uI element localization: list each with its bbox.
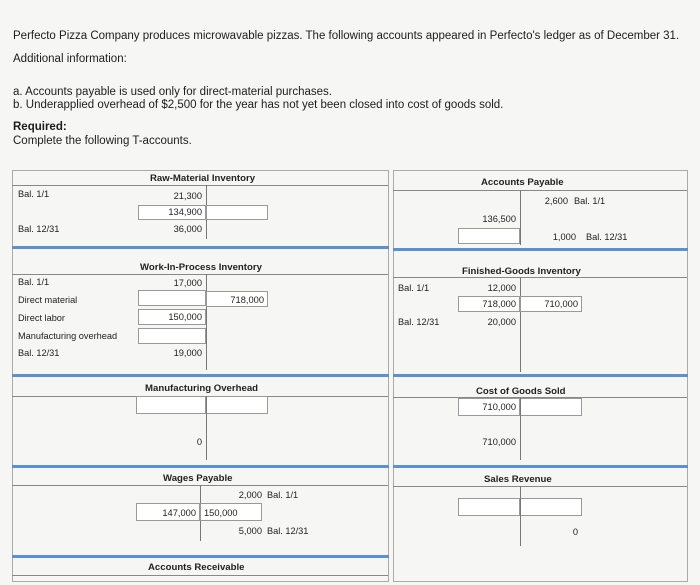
fg-bal-12-31-label: Bal. 12/31	[398, 317, 440, 327]
wip-t-divider	[206, 274, 207, 370]
mo-balance[interactable]: 0	[196, 437, 202, 447]
additional-info-heading: Additional information:	[13, 53, 127, 65]
wages-beginning-balance[interactable]: 2,000	[238, 490, 262, 500]
accounts-payable-title: Accounts Payable	[481, 177, 564, 188]
instruction: Complete the following T-accounts.	[13, 135, 192, 147]
ap-beginning-balance[interactable]: 2,600	[544, 196, 568, 206]
wages-bal-12-31-label: Bal. 12/31	[267, 526, 309, 536]
wip-title: Work-In-Process Inventory	[140, 262, 262, 273]
section-divider	[12, 246, 389, 249]
raw-t-line	[12, 185, 388, 186]
wip-beginning-balance[interactable]: 17,000	[173, 278, 202, 288]
sales-debit-input[interactable]	[458, 498, 520, 516]
cogs-balance[interactable]: 710,000	[482, 437, 516, 447]
fg-ending-balance[interactable]: 20,000	[487, 317, 516, 327]
raw-bal-1-1-label: Bal. 1/1	[18, 189, 50, 199]
section-divider-2	[12, 374, 389, 377]
sales-title: Sales Revenue	[484, 474, 552, 485]
sales-t-line	[393, 486, 687, 487]
fg-beginning-balance[interactable]: 12,000	[487, 283, 516, 293]
required-heading: Required:	[13, 121, 67, 133]
section-divider-right-3	[393, 465, 688, 468]
mo-credit-input[interactable]	[206, 396, 268, 414]
sales-t-divider	[520, 486, 521, 546]
fg-t-divider	[520, 277, 521, 372]
mo-debit-input[interactable]	[136, 396, 206, 414]
wages-credit-value: 150,000	[204, 508, 238, 518]
section-divider-3	[12, 465, 389, 468]
wip-direct-material-input[interactable]	[138, 290, 206, 306]
cogs-t-divider	[520, 398, 521, 460]
mo-t-divider	[206, 396, 207, 460]
mo-title: Manufacturing Overhead	[145, 383, 259, 394]
fg-credit-value: 710,000	[544, 299, 578, 309]
ap-bal-1-1-label: Bal. 1/1	[574, 196, 606, 206]
section-divider-right	[393, 248, 688, 251]
cogs-debit-value: 710,000	[482, 402, 516, 412]
wip-t-line	[12, 274, 388, 275]
wages-title: Wages Payable	[163, 473, 233, 484]
wages-ending-balance[interactable]: 5,000	[238, 526, 262, 536]
cogs-credit-input[interactable]	[520, 398, 582, 416]
wip-label-bal-12-31: Bal. 12/31	[18, 348, 60, 358]
wip-label-direct-labor: Direct labor	[18, 313, 65, 323]
ap-ending-balance[interactable]: 1,000	[552, 232, 576, 242]
wip-label-overhead: Manufacturing overhead	[18, 331, 118, 341]
fg-bal-1-1-label: Bal. 1/1	[398, 283, 430, 293]
ap-t-divider	[520, 190, 521, 245]
ar-t-line	[12, 575, 388, 576]
section-divider-right-2	[393, 374, 688, 377]
raw-bal-12-31-label: Bal. 12/31	[18, 224, 60, 234]
wip-label-direct-material: Direct material	[18, 295, 78, 305]
wip-direct-labor-value: 150,000	[168, 312, 202, 322]
note-a: a. Accounts payable is used only for direct-material purchases.	[13, 86, 332, 98]
fg-cogm-value: 718,000	[482, 299, 516, 309]
ap-payments-value[interactable]: 136,500	[482, 214, 516, 224]
wip-ending-balance[interactable]: 19,000	[173, 348, 202, 358]
ar-title: Accounts Receivable	[148, 562, 245, 573]
raw-beginning-balance[interactable]: 21,300	[173, 191, 202, 201]
wip-credit-value: 718,000	[230, 295, 264, 305]
fg-t-line	[393, 277, 687, 278]
note-b: b. Underapplied overhead of $2,500 for the year has not yet been closed into cost of goods sold.	[13, 99, 504, 111]
wages-debit-value: 147,000	[162, 508, 196, 518]
ap-t-line	[393, 190, 687, 191]
ap-debit-input[interactable]	[458, 228, 520, 244]
ap-bal-12-31-label: Bal. 12/31	[586, 232, 628, 242]
raw-material-title: Raw-Material Inventory	[150, 173, 256, 184]
fg-title: Finished-Goods Inventory	[462, 266, 581, 277]
wip-overhead-input[interactable]	[138, 328, 206, 344]
section-divider-4	[12, 555, 389, 558]
sales-credit-input[interactable]	[520, 498, 582, 516]
raw-credit-input[interactable]	[206, 205, 268, 220]
raw-purchases-value: 134,900	[168, 207, 202, 217]
sales-balance[interactable]: 0	[572, 527, 578, 537]
raw-ending-balance[interactable]: 36,000	[173, 224, 202, 234]
cogs-title: Cost of Goods Sold	[476, 386, 566, 397]
wip-label-bal-1-1: Bal. 1/1	[18, 277, 50, 287]
problem-intro: Perfecto Pizza Company produces microwavable pizzas. The following accounts appeared in Perfecto's ledger as of December 31.	[13, 30, 680, 42]
wages-bal-1-1-label: Bal. 1/1	[267, 490, 299, 500]
